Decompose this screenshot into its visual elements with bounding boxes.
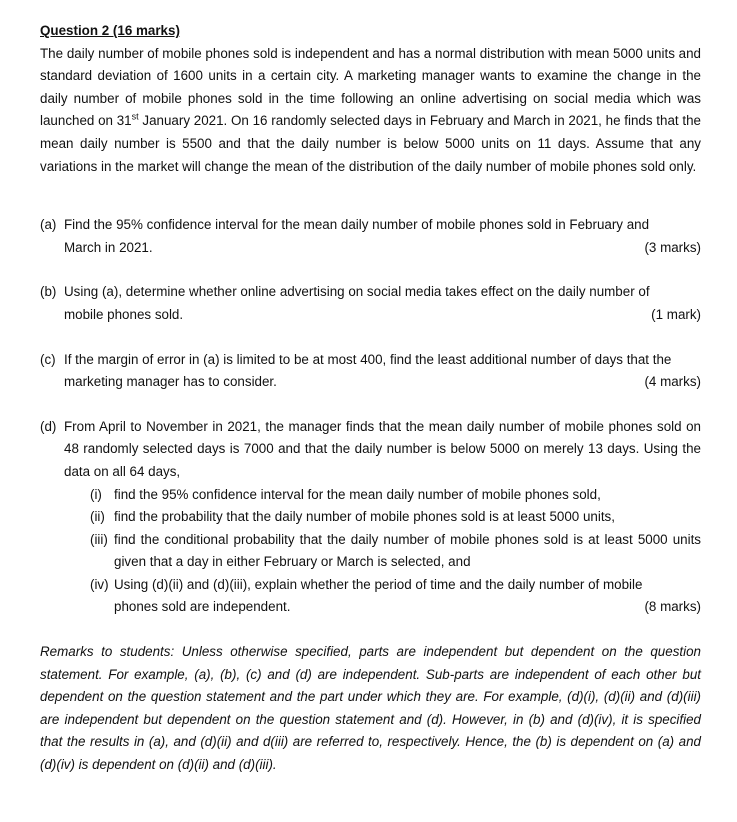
part-b-marks: (1 mark)	[651, 306, 701, 322]
part-c-last-line: marketing manager has to consider.	[64, 374, 277, 390]
part-b-text: Using (a), determine whether online advertising on social media takes effect on the daily number of	[64, 284, 650, 300]
part-c-marks: (4 marks)	[644, 374, 701, 390]
part-c-text: If the margin of error in (a) is limited to be at most 400, find the least additional number of days that the	[64, 351, 672, 367]
subpart-label: (ii)	[90, 509, 105, 525]
question-title: Question 2 (16 marks)	[40, 23, 180, 38]
part-b-label: (b)	[40, 284, 57, 300]
subpart-text: Using (d)(ii) and (d)(iii), explain whether the period of time and the daily number of mobile	[114, 576, 643, 592]
part-a-label: (a)	[40, 217, 57, 233]
remarks-to-students: Remarks to students: Unless otherwise specified, parts are independent but dependent on the question statement. For example, (a), (b), (c) and (d) are independent. Sub-parts are independent of each other but dependent on the question statement and the part under which they are. For example, (d)(i), (d)(ii) and (d)(iii) are independent but dependent on the question statement and (d). However, in (b) and (d)(iv), it is specified that the results in (a), and (d)(ii) and d(iii) are referred to, respectively. Hence, the (b) is dependent on (a) and (d)(iv) is dependent on (d)(ii) and (d)(iii).	[40, 644, 701, 773]
part-a-marks: (3 marks)	[644, 239, 701, 255]
part-d	[40, 416, 701, 619]
part-d-text: From April to November in 2021, the manager finds that the mean daily number of mobile phones sold on 48 randomly selected days is 7000 and that the daily number is below 5000 on merely 13 days. Using the data on all 64 days,	[64, 418, 701, 479]
subpart-text: find the conditional probability that the daily number of mobile phones sold is at least 5000 units given that a day in either February or March is selected, and	[114, 531, 701, 570]
part-d-marks: (8 marks)	[644, 599, 701, 615]
part-c-label: (c)	[40, 351, 56, 367]
intro-text-2: January 2021. On 16 randomly selected days in February and March in 2021, he finds that the mean daily number is 5500 and that the daily number is below 5000 units on 11 days. Assume that any variations in the market will change the mean of the distribution of the daily number of mobile phones sold only.	[40, 113, 701, 174]
subpart-label: (iv)	[90, 576, 109, 592]
intro-text-1: The daily number of mobile phones sold is independent and has a normal distribution with mean 5000 units and standard deviation of 1600 units in a certain city. A marketing manager wants to examine the change in the daily number of mobile phones sold in the time following an online advertising on social media which was launched on 31	[40, 45, 701, 129]
subpart-d-iii	[90, 529, 701, 574]
subpart-label: (iii)	[90, 531, 108, 547]
part-b	[40, 281, 701, 326]
part-b-last-line: mobile phones sold.	[64, 306, 184, 322]
subpart-d-iv	[90, 574, 701, 619]
subpart-label: (i)	[90, 486, 102, 502]
part-a-text: Find the 95% confidence interval for the mean daily number of mobile phones sold in February and	[64, 217, 650, 233]
part-d-label: (d)	[40, 418, 57, 434]
subpart-last-line: phones sold are independent.	[114, 599, 291, 615]
part-c	[40, 349, 701, 394]
part-a	[40, 214, 701, 259]
ordinal-suffix: st	[131, 111, 139, 122]
subpart-d-i	[90, 484, 701, 507]
subpart-d-ii	[90, 506, 701, 529]
part-a-last-line: March in 2021.	[64, 239, 153, 255]
subpart-text: find the 95% confidence interval for the mean daily number of mobile phones sold,	[114, 486, 601, 502]
question-statement	[40, 43, 701, 179]
subpart-text: find the probability that the daily number of mobile phones sold is at least 5000 units,	[114, 509, 615, 525]
